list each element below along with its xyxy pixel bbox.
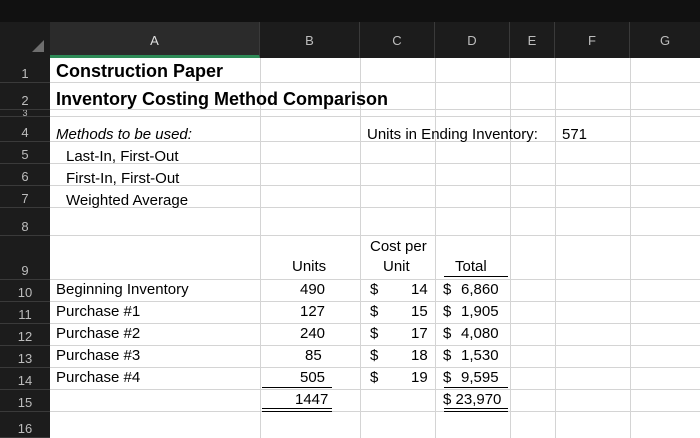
currency-cell: $ [443, 281, 452, 298]
row-header-9[interactable]: 9 [0, 236, 50, 280]
gridline [50, 301, 700, 302]
row-header-15[interactable]: 15 [0, 390, 50, 412]
column-header-e[interactable]: E [510, 22, 555, 58]
gridline [50, 323, 700, 324]
method-cell[interactable]: Last-In, First-Out [66, 148, 179, 165]
currency-cell: $ [443, 325, 452, 342]
total-cell[interactable]: 9,595 [461, 369, 499, 386]
units-header-cell[interactable]: Units [292, 258, 327, 275]
row-header-11[interactable]: 11 [0, 302, 50, 324]
method-cell[interactable]: First-In, First-Out [66, 170, 180, 187]
row-header-12[interactable]: 12 [0, 324, 50, 346]
currency-cell: $ [370, 369, 379, 386]
row-label-cell[interactable]: Beginning Inventory [56, 281, 189, 298]
methods-label-cell[interactable]: Methods to be used: [56, 126, 192, 143]
row-header-16[interactable]: 16 [0, 412, 50, 438]
grand-total-cell[interactable]: $ 23,970 [443, 391, 502, 408]
row-header-4[interactable]: 4 [0, 117, 50, 142]
units-subtotal-underline [262, 387, 332, 388]
select-all-corner[interactable] [0, 22, 50, 58]
grand-total-double-underline [444, 408, 508, 409]
total-units-double-underline [262, 408, 332, 409]
row-header-3[interactable]: 3 [0, 110, 50, 117]
row-header-10[interactable]: 10 [0, 280, 50, 302]
cost-cell[interactable]: 19 [411, 369, 428, 386]
units-cell[interactable]: 85 [305, 347, 322, 364]
column-header-g[interactable]: G [630, 22, 700, 58]
row-header-14[interactable]: 14 [0, 368, 50, 390]
row-header-13[interactable]: 13 [0, 346, 50, 368]
gridline [50, 367, 700, 368]
total-subtotal-underline [444, 387, 508, 388]
row-header-8[interactable]: 8 [0, 208, 50, 236]
row-header-2[interactable]: 2 [0, 83, 50, 110]
cost-cell[interactable]: 15 [411, 303, 428, 320]
column-header-c[interactable]: C [360, 22, 435, 58]
total-units-double-underline [262, 411, 332, 412]
select-all-icon [32, 40, 44, 52]
cost-header-line1[interactable]: Cost per [370, 238, 427, 255]
gridline [555, 58, 556, 438]
units-cell[interactable]: 505 [300, 369, 326, 386]
cost-cell[interactable]: 18 [411, 347, 428, 364]
gridline [630, 58, 631, 438]
cost-header-line2[interactable]: Unit [383, 258, 410, 275]
column-header-f[interactable]: F [555, 22, 630, 58]
total-cell[interactable]: 6,860 [461, 281, 499, 298]
gridline [50, 389, 700, 390]
units-cell[interactable]: 127 [300, 303, 326, 320]
ending-inventory-value-cell[interactable]: 571 [562, 126, 588, 143]
grand-total-double-underline [444, 411, 508, 412]
gridline [435, 58, 436, 438]
method-cell[interactable]: Weighted Average [66, 192, 189, 209]
gridline [50, 116, 700, 117]
gridline [50, 345, 700, 346]
spreadsheet-grid [0, 22, 700, 438]
gridline [50, 82, 700, 83]
subtitle-cell[interactable]: Inventory Costing Method Comparison [56, 89, 389, 109]
gridline [50, 235, 700, 236]
currency-cell: $ [443, 369, 452, 386]
column-header-b[interactable]: B [260, 22, 360, 58]
row-label-cell[interactable]: Purchase #4 [56, 369, 141, 386]
row-label-cell[interactable]: Purchase #2 [56, 325, 141, 342]
row-label-cell[interactable]: Purchase #1 [56, 303, 141, 320]
currency-cell: $ [443, 303, 452, 320]
cost-cell[interactable]: 14 [411, 281, 428, 298]
row-label-cell[interactable]: Purchase #3 [56, 347, 141, 364]
currency-cell: $ [370, 347, 379, 364]
gridline [510, 58, 511, 438]
column-header-a[interactable]: A [50, 22, 260, 58]
units-cell[interactable]: 240 [300, 325, 326, 342]
gridline [260, 58, 261, 438]
gridline [50, 279, 700, 280]
row-header-7[interactable]: 7 [0, 186, 50, 208]
currency-cell: $ [370, 303, 379, 320]
units-cell[interactable]: 490 [300, 281, 326, 298]
gridline [50, 411, 700, 412]
total-header-underline [444, 276, 508, 277]
total-units-cell[interactable]: 1447 [295, 391, 329, 408]
total-cell[interactable]: 1,530 [461, 347, 499, 364]
ending-inventory-label-cell[interactable]: Units in Ending Inventory: [367, 126, 538, 143]
row-header-1[interactable]: 1 [0, 58, 50, 83]
row-header-6[interactable]: 6 [0, 164, 50, 186]
cost-cell[interactable]: 17 [411, 325, 428, 342]
currency-cell: $ [443, 347, 452, 364]
total-header-cell[interactable]: Total [455, 258, 487, 275]
gridline [360, 58, 361, 438]
total-cell[interactable]: 1,905 [461, 303, 499, 320]
window-top-bar [0, 0, 700, 22]
row-header-5[interactable]: 5 [0, 142, 50, 164]
currency-cell: $ [370, 325, 379, 342]
total-cell[interactable]: 4,080 [461, 325, 499, 342]
currency-cell: $ [370, 281, 379, 298]
column-header-d[interactable]: D [435, 22, 510, 58]
title-cell[interactable]: Construction Paper [56, 61, 224, 81]
